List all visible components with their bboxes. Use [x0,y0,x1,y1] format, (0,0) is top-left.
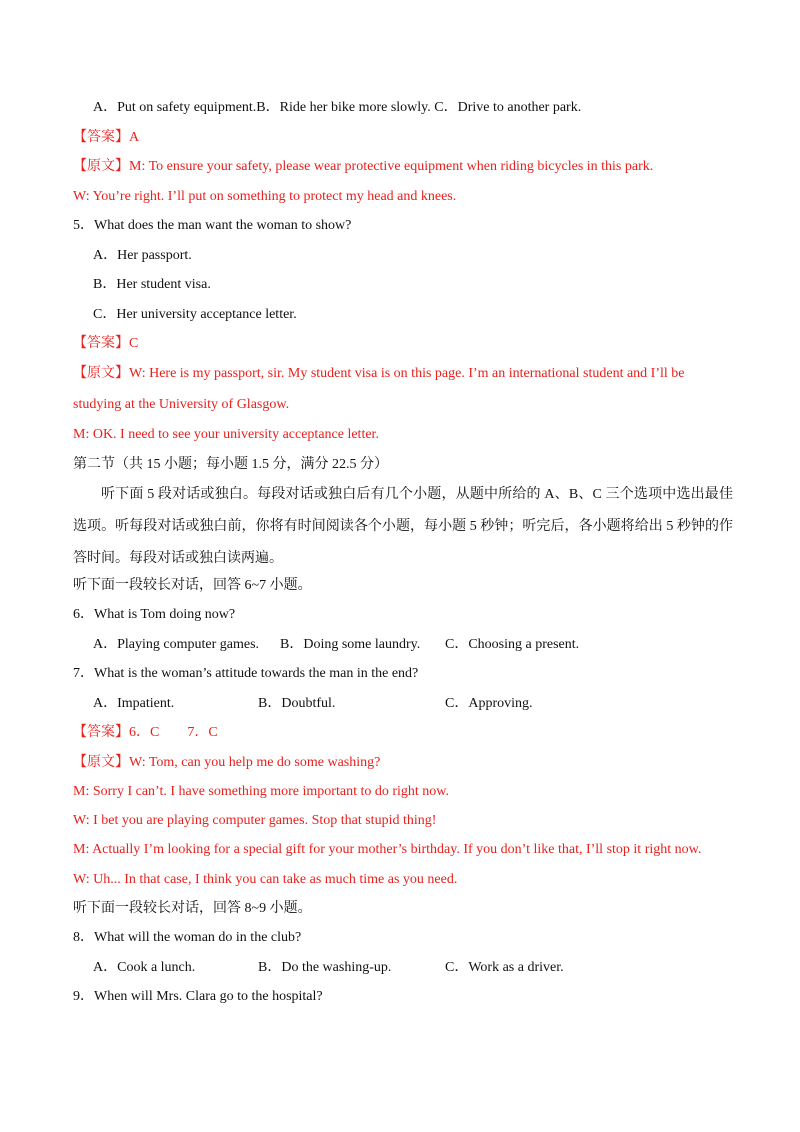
q7-option-c: C．Approving. [445,696,533,711]
group1-answer: 【答案】6．C 7．C [73,725,218,740]
q7-question: 7．What is the woman’s attitude towards the man in the end? [73,666,419,681]
q6-option-c: C．Choosing a present. [445,637,580,652]
q5-transcript: studying at the University of Glasgow. [73,397,290,412]
q4-answer: 【答案】A [73,130,140,145]
q6-option-a: A．Playing computer games. [93,637,260,652]
q7-option-a: A．Impatient. [93,696,175,711]
q4-transcript: 【原文】M: To ensure your safety, please wear protective equipment when riding bicycles in this park. [73,159,654,174]
q9-question: 9．When will Mrs. Clara go to the hospital? [73,989,323,1004]
q6-options [93,636,740,654]
q5-transcript: 【原文】W: Here is my passport, sir. My student visa is on this page. I’m an international student and I’ll be [73,366,685,381]
q4-transcript: W: You’re right. I’ll put on something to protect my head and knees. [73,189,457,204]
q8-option-a: A．Cook a lunch. [93,960,196,975]
q8-question: 8．What will the woman do in the club? [73,930,302,945]
group1-transcript: W: Uh... In that case, I think you can take as much time as you need. [73,872,458,887]
q8-options [93,959,740,977]
q8-option-b: B．Do the washing-up. [258,960,392,975]
q5-question: 5．What does the man want the woman to show? [73,218,352,233]
q6-option-b: B．Doing some laundry. [280,637,421,652]
group-intro: 听下面一段较长对话，回答 8~9 小题。 [73,901,312,916]
q5-answer: 【答案】C [73,336,139,351]
group1-transcript: M: Actually I’m looking for a special gift for your mother’s birthday. If you don’t like that, I’ll stop it right now. [73,842,702,857]
group1-transcript: W: I bet you are playing computer games. Stop that stupid thing! [73,813,437,828]
section-heading: 第二节（共 15 小题；每小题 1.5 分，满分 22.5 分） [73,457,388,472]
q5-transcript: M: OK. I need to see your university acceptance letter. [73,427,379,442]
group1-transcript: M: Sorry I can’t. I have something more important to do right now. [73,784,449,799]
q5-option-b: B．Her student visa. [93,277,211,292]
q7-option-b: B．Doubtful. [258,696,336,711]
q5-option-c: C．Her university acceptance letter. [93,307,297,322]
q7-options [93,695,740,713]
group-intro: 听下面一段较长对话，回答 6~7 小题。 [73,578,312,593]
section-instructions: 听下面 5 段对话或独白。每段对话或独白后有几个小题，从题中所给的 A、B、C 三个选项中选出最佳选项。听每段对话或独白前，你将有时间阅读各个小题，每小题 5 秒钟；听完后，各小题将给出 5 秒钟的作答时间。每段对话或独白读两遍。 [73,487,733,566]
q6-question: 6．What is Tom doing now? [73,607,236,622]
q5-option-a: A．Her passport. [93,248,192,263]
q4-options: A．Put on safety equipment.B．Ride her bike more slowly. C．Drive to another park. [93,100,582,115]
q8-option-c: C．Work as a driver. [445,960,564,975]
group1-transcript: 【原文】W: Tom, can you help me do some washing? [73,755,381,770]
